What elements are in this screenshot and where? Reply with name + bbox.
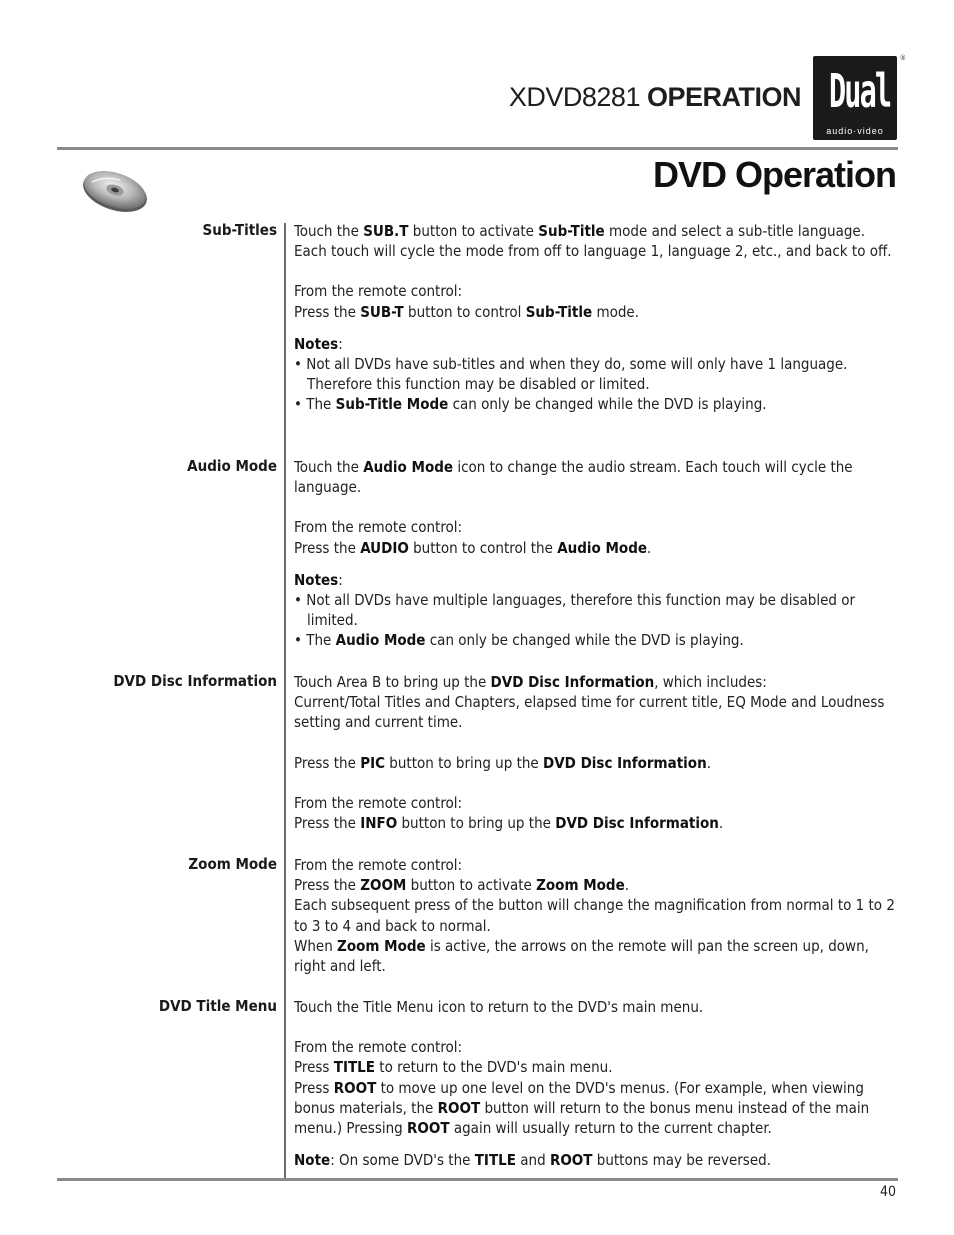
section-body-title-menu: [294, 997, 900, 1170]
text: button to activate: [408, 222, 539, 240]
text: mode.: [592, 302, 640, 321]
key-term: TITLE: [333, 1058, 375, 1077]
column-divider: [284, 223, 286, 1179]
dvd-disc-icon: [80, 166, 150, 214]
section-label-zoom-mode: Zoom Mode: [188, 855, 277, 873]
remote-intro: From the remote control:: [294, 518, 463, 537]
text: can only be changed while the DVD is playing.: [448, 395, 767, 414]
header-title: [509, 82, 801, 113]
text: When: [294, 936, 338, 955]
header-divider: [57, 147, 898, 150]
text: mode and select a sub-title language. Each touch will cycle the mode from off to language 1, language 2, etc., and back to off.: [294, 222, 892, 261]
paragraph: [294, 457, 900, 497]
paragraph: [294, 875, 900, 895]
text: can only be changed while the DVD is playing.: [425, 631, 744, 650]
text: button to activate: [406, 876, 537, 895]
text: , which includes:: [654, 673, 767, 691]
text: again will usually return to the current chapter.: [449, 1119, 772, 1138]
section-name: OPERATION: [646, 82, 801, 112]
notes-heading: [294, 334, 900, 354]
text: Press: [294, 1058, 334, 1077]
text: is active, the arrows on the remote will pan the screen up, down, right and left.: [294, 936, 869, 976]
footer-divider: [57, 1178, 898, 1181]
dual-logo: [813, 54, 906, 140]
key-term: Sub-Title: [525, 302, 593, 321]
text: Press: [294, 1078, 334, 1097]
note-bullet: [294, 630, 900, 650]
note-label: Note: [294, 1151, 331, 1170]
text: • The: [294, 395, 336, 414]
key-term: Audio Mode: [363, 458, 454, 476]
key-term: ROOT: [437, 1098, 481, 1117]
text: Press the: [294, 876, 361, 895]
logo-word: Dual: [828, 64, 891, 118]
text: and: [515, 1151, 550, 1170]
text: Touch Area B to bring up the: [294, 673, 491, 691]
section-body-subtitles: [294, 221, 900, 415]
text: buttons may be reversed.: [592, 1151, 771, 1170]
key-term: PIC: [360, 753, 385, 772]
paragraph: Touch the Title Menu icon to return to the DVD's main menu.: [294, 998, 704, 1016]
section-body-zoom-mode: [294, 855, 900, 976]
key-term: Zoom Mode: [337, 936, 426, 955]
text: button to control: [403, 302, 526, 321]
text: .: [718, 814, 724, 833]
key-term: ROOT: [333, 1078, 377, 1097]
text: Press the: [294, 538, 361, 557]
remote-intro: From the remote control:: [294, 793, 463, 812]
key-term: DVD Disc Information: [490, 673, 655, 691]
text: :: [338, 570, 343, 589]
notes-heading: [294, 570, 900, 590]
section-label-audio-mode: Audio Mode: [187, 457, 277, 475]
text: : On some DVD's the: [330, 1151, 475, 1170]
paragraph: [294, 813, 900, 833]
text: Press the: [294, 814, 361, 833]
key-term: TITLE: [474, 1151, 516, 1170]
section-label-subtitles: Sub-Titles: [202, 221, 277, 239]
text: button to bring up the: [397, 814, 556, 833]
model-name: XDVD8281: [508, 82, 640, 112]
remote-intro: From the remote control:: [294, 282, 463, 301]
key-term: SUB-T: [360, 302, 404, 321]
notes-label: Notes: [294, 334, 339, 353]
logo-registered-mark: ®: [899, 54, 906, 62]
key-term: DVD Disc Information: [555, 814, 719, 833]
text: • The: [294, 631, 336, 650]
paragraph: [294, 302, 900, 322]
paragraph: [294, 1078, 900, 1139]
notes-label: Notes: [294, 570, 339, 589]
key-term: DVD Disc Information: [543, 753, 707, 772]
paragraph: [294, 753, 900, 773]
key-term: ZOOM: [360, 876, 407, 895]
key-term: AUDIO: [360, 538, 409, 557]
text: to move up one level on the DVD's menus. (For example, when viewing bonus materials, the: [294, 1078, 864, 1117]
key-term: Sub-Title: [538, 222, 605, 240]
paragraph: [294, 538, 900, 558]
paragraph: Current/Total Titles and Chapters, elapsed time for current title, EQ Mode and Loudness setting and current time.: [294, 693, 885, 732]
paragraph: [294, 221, 900, 261]
key-term: ROOT: [407, 1119, 450, 1138]
key-term: INFO: [360, 814, 398, 833]
paragraph: [294, 1057, 900, 1077]
text: button to bring up the: [385, 753, 544, 772]
text: button will return to the bonus menu instead of the main menu.) Pressing: [294, 1098, 870, 1138]
section-body-disc-info: [294, 672, 900, 833]
key-term: Audio Mode: [335, 631, 426, 650]
paragraph: [294, 936, 900, 976]
remote-intro: From the remote control:: [294, 856, 463, 874]
text: to return to the DVD's main menu.: [375, 1058, 613, 1077]
key-term: ROOT: [549, 1151, 593, 1170]
page-number: 40: [879, 1184, 896, 1200]
note-bullet: • Not all DVDs have sub-titles and when they do, some will only have 1 language. Therefore this function may be disabled or limited.: [294, 355, 848, 394]
text: button to control the: [408, 538, 558, 557]
key-term: Zoom Mode: [536, 876, 625, 895]
paragraph: Each subsequent press of the button will change the magnification from normal to 1 to 2 to 3 to 4 and back to normal.: [294, 896, 895, 935]
page-title: DVD Operation: [652, 154, 896, 195]
key-term: SUB.T: [363, 222, 409, 240]
text: Press the: [294, 753, 361, 772]
paragraph: [294, 672, 900, 692]
section-label-disc-info: DVD Disc Information: [113, 672, 277, 690]
text: icon to change the audio stream. Each touch will cycle the language.: [294, 458, 853, 497]
key-term: Sub-Title Mode: [335, 395, 449, 414]
key-term: Audio Mode: [557, 538, 648, 557]
text: .: [647, 538, 652, 557]
text: Touch the: [294, 458, 364, 476]
text: .: [706, 753, 711, 772]
note-line: [294, 1150, 900, 1170]
text: :: [338, 334, 343, 353]
note-bullet: • Not all DVDs have multiple languages, therefore this function may be disabled or limited.: [294, 591, 856, 630]
text: .: [624, 876, 630, 895]
logo-tagline: audio·video: [826, 126, 884, 136]
section-label-title-menu: DVD Title Menu: [158, 997, 277, 1015]
section-body-audio-mode: [294, 457, 900, 651]
text: Press the: [294, 302, 361, 321]
remote-intro: From the remote control:: [294, 1038, 463, 1057]
text: Touch the: [294, 222, 364, 240]
note-bullet: [294, 394, 900, 414]
